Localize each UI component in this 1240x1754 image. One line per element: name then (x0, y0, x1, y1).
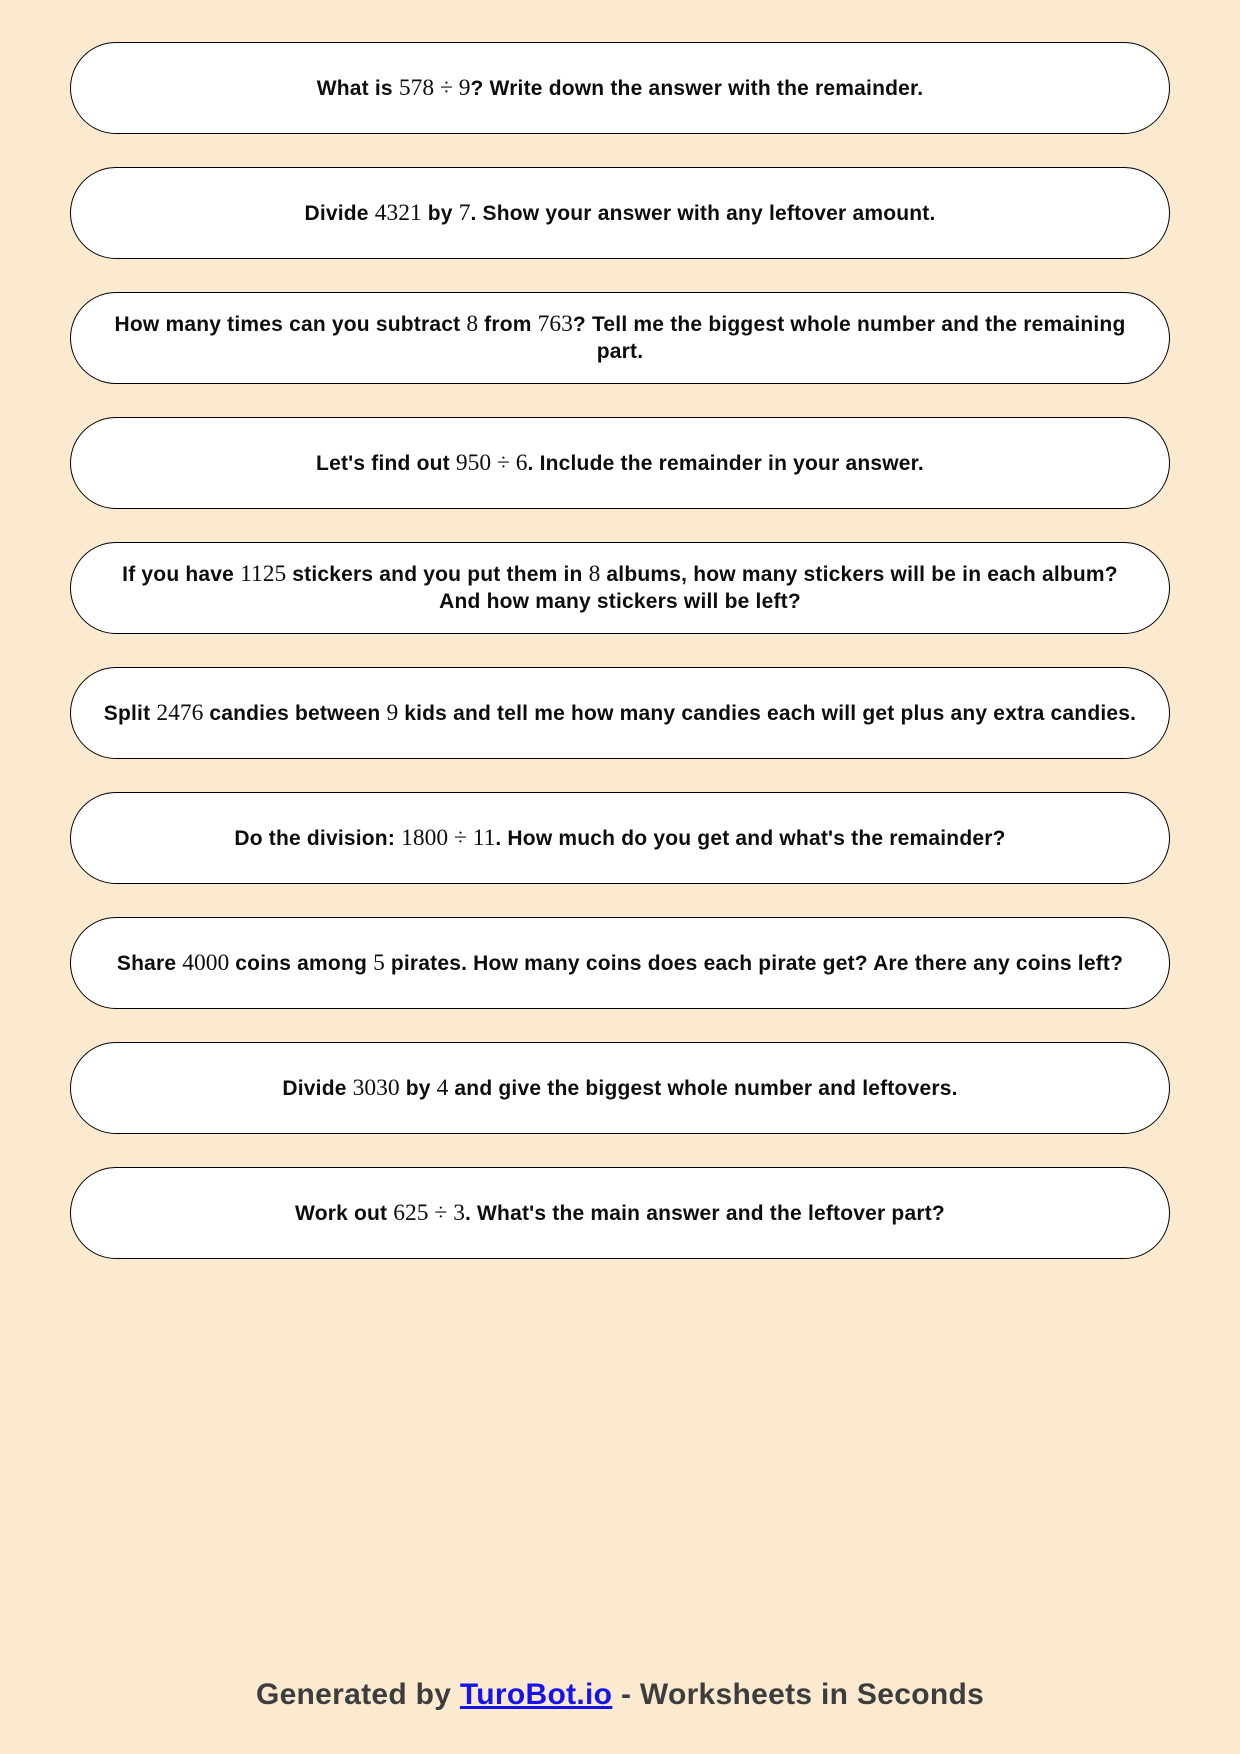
question-text-segment: pirates. How many coins does each pirate get? Are there any coins left? (384, 951, 1124, 975)
question-box (70, 292, 1170, 384)
question-text (104, 700, 1136, 727)
question-text-segment: from (478, 313, 538, 336)
question-text-segment: Let's find out (316, 451, 456, 475)
question-text-segment: What is (316, 76, 399, 100)
question-math-segment: 5 (373, 949, 385, 976)
question-text (304, 200, 935, 227)
question-text-segment: Share (116, 951, 183, 975)
question-text-segment: albums, how many stickers will be in each album? And how many stickers will be left? (439, 563, 1118, 613)
question-math-segment: 4000 (182, 949, 230, 976)
question-text-segment: by (399, 1076, 437, 1100)
question-text (101, 311, 1139, 365)
question-math-segment: 2476 (156, 699, 204, 726)
question-text (282, 1075, 957, 1102)
question-math-segment: 763 (537, 311, 573, 337)
question-text-segment: . How much do you get and what's the remainder? (495, 826, 1006, 850)
question-text-segment: and give the biggest whole number and leftovers. (448, 1076, 958, 1100)
question-box (70, 167, 1170, 259)
question-math-segment: 578 ÷ 9 (398, 74, 471, 101)
question-text-segment: Work out (295, 1201, 394, 1225)
question-text-segment: ? Write down the answer with the remainder. (470, 76, 924, 100)
question-text-segment: Do the division: (234, 826, 402, 850)
question-text-segment: Split (103, 701, 157, 725)
question-text-segment: . Include the remainder in your answer. (527, 451, 924, 475)
question-text-segment: by (421, 201, 459, 225)
turobot-link[interactable]: TuroBot.io (459, 1678, 613, 1711)
footer-suffix-text: - Worksheets in Seconds (612, 1678, 985, 1711)
question-text-segment: . What's the main answer and the leftover part? (464, 1201, 945, 1225)
question-text-segment: Divide (282, 1076, 353, 1100)
question-text (295, 1200, 945, 1227)
question-text (317, 75, 924, 102)
question-math-segment: 3030 (352, 1074, 400, 1101)
question-text-segment: coins among (229, 951, 374, 975)
question-math-segment: 4321 (374, 199, 422, 226)
footer-prefix-text: Generated by (255, 1678, 460, 1711)
question-math-segment: 8 (588, 561, 601, 587)
question-math-segment: 7 (458, 199, 471, 226)
question-box (70, 1167, 1170, 1259)
question-box (70, 542, 1170, 634)
question-math-segment: 4 (436, 1074, 449, 1101)
question-box (70, 792, 1170, 884)
question-math-segment: 8 (466, 311, 479, 337)
question-text (117, 950, 1123, 977)
question-text-segment: Divide (304, 201, 375, 225)
question-box (70, 667, 1170, 759)
question-text-segment: stickers and you put them in (286, 563, 589, 586)
question-math-segment: 950 ÷ 6 (455, 449, 528, 476)
question-text-segment: How many times can you subtract (114, 313, 467, 336)
question-text (101, 561, 1139, 615)
question-text-segment: . Show your answer with any leftover amount. (470, 201, 936, 225)
question-box (70, 1042, 1170, 1134)
footer (0, 1678, 1240, 1712)
question-math-segment: 9 (386, 699, 399, 726)
question-text (316, 450, 924, 477)
question-box (70, 417, 1170, 509)
question-list (70, 42, 1170, 1292)
question-text-segment: If you have (122, 563, 241, 586)
question-math-segment: 1125 (240, 561, 287, 587)
question-text-segment: candies between (203, 701, 387, 725)
question-math-segment: 625 ÷ 3 (393, 1199, 465, 1226)
question-text (234, 825, 1005, 852)
question-box (70, 42, 1170, 134)
question-text-segment: kids and tell me how many candies each will get plus any extra candies. (398, 701, 1137, 725)
question-box (70, 917, 1170, 1009)
question-math-segment: 1800 ÷ 11 (401, 824, 496, 851)
question-text-segment: ? Tell me the biggest whole number and the remaining part. (572, 313, 1126, 363)
